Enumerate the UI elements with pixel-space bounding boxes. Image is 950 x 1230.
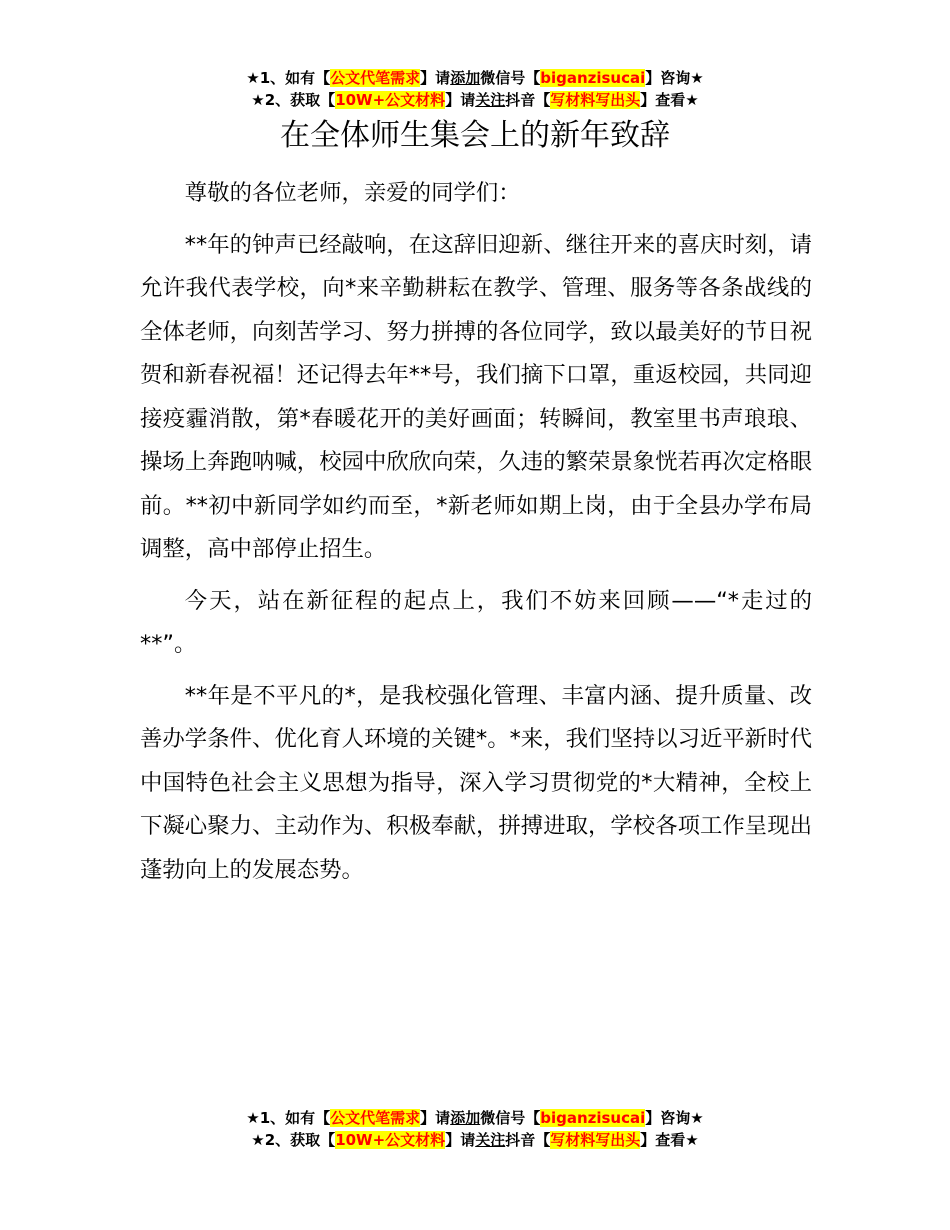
document-title: 在全体师生集会上的新年致辞 [280, 118, 670, 153]
banner-text: 】咨询★ [645, 1109, 704, 1127]
banner-text: 】请 [420, 1109, 451, 1127]
banner-highlight-douyin-id: 写材料写出头 [550, 91, 641, 109]
header-banner [0, 67, 950, 111]
banner-text: 】查看★ [640, 1131, 699, 1149]
banner-text: 】请 [445, 91, 476, 109]
banner-text: 】请 [445, 1131, 476, 1149]
banner-text: ★2、获取【 [251, 91, 336, 109]
banner-text: ★1、如有【 [246, 69, 331, 87]
greeting: 尊敬的各位老师，亲爱的同学们： [184, 180, 521, 206]
banner-line-1 [0, 1107, 950, 1129]
paragraph-3: **年是不平凡的*，是我校强化管理、丰富内涵、提升质量、改善办学条件、优化育人环境的关键*。*来，我们坚持以习近平新时代中国特色社会主义思想为指导，深入学习贯彻党的*大精神，全校上下凝心聚力、主动作为、积极奉献，拼搏进取，学校各项工作呈现出蓬勃向上的发展态势。 [140, 682, 812, 883]
banner-text: 抖音【 [505, 1131, 551, 1149]
banner-text: 抖音【 [505, 91, 551, 109]
banner-underline-follow: 关注 [475, 1131, 506, 1149]
banner-line-1 [0, 67, 950, 89]
banner-underline-follow: 关注 [475, 91, 506, 109]
banner-highlight-douyin-id: 写材料写出头 [550, 1131, 641, 1149]
banner-line-2 [0, 1129, 950, 1151]
banner-text: 】查看★ [640, 91, 699, 109]
banner-underline-add: 添加 [450, 1109, 481, 1127]
paragraph-2: 今天，站在新征程的起点上，我们不妨来回顾——“*走过的**”。 [140, 587, 812, 657]
banner-text: 】请 [420, 69, 451, 87]
banner-text: ★2、获取【 [251, 1131, 336, 1149]
banner-highlight-wechat-id: biganzisucai [540, 1109, 646, 1127]
banner-highlight-materials: 10W+公文材料 [335, 91, 446, 109]
banner-highlight-materials: 10W+公文材料 [335, 1131, 446, 1149]
banner-highlight-service: 公文代笔需求 [330, 1109, 421, 1127]
banner-text: ★1、如有【 [246, 1109, 331, 1127]
banner-highlight-wechat-id: biganzisucai [540, 69, 646, 87]
banner-text: 微信号【 [480, 69, 541, 87]
banner-highlight-service: 公文代笔需求 [330, 69, 421, 87]
document-body [140, 172, 812, 900]
paragraph-1: **年的钟声已经敲响，在这辞旧迎新、继往开来的喜庆时刻，请允许我代表学校，向*来辛勤耕耘在教学、管理、服务等各条战线的全体老师，向刻苦学习、努力拼搏的各位同学，致以最美好的节日祝贺和新春祝福！还记得去年**号，我们摘下口罩，重返校园，共同迎接疫霾消散，第*春暖花开的美好画面；转瞬间，教室里书声琅琅、操场上奔跑呐喊，校园中欣欣向荣，久违的繁荣景象恍若再次定格眼前。**初中新同学如约而至，*新老师如期上岗，由于全县办学布局调整，高中部停止招生。 [140, 231, 812, 562]
footer-banner [0, 1107, 950, 1151]
banner-text: 】咨询★ [645, 69, 704, 87]
banner-text: 微信号【 [480, 1109, 541, 1127]
banner-line-2 [0, 89, 950, 111]
banner-underline-add: 添加 [450, 69, 481, 87]
